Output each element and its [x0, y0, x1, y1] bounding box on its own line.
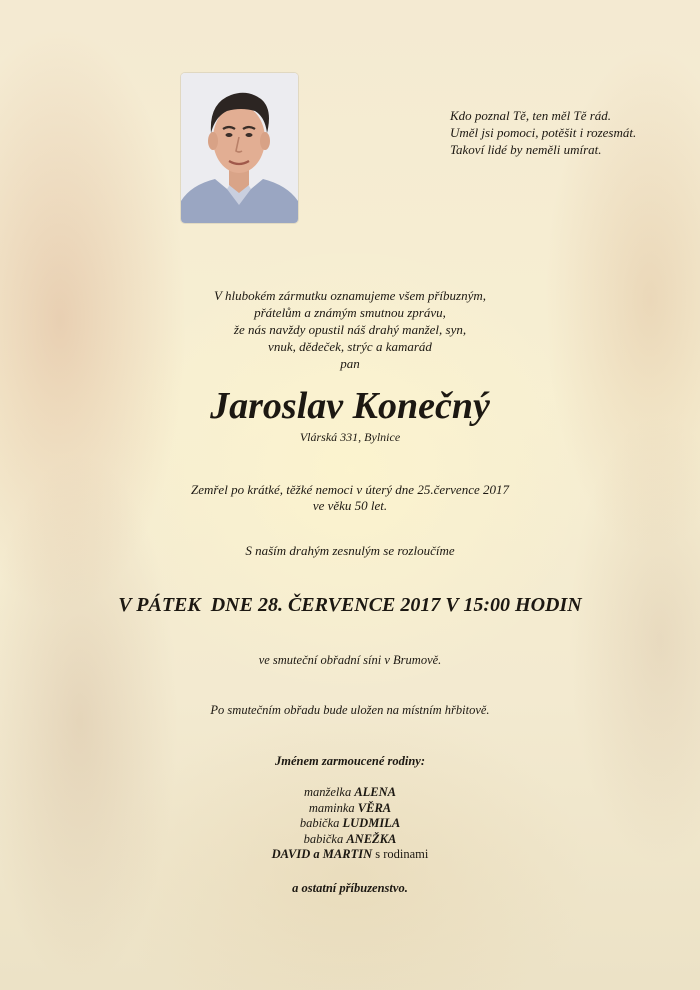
family-heading: Jménem zarmoucené rodiny: — [275, 754, 425, 768]
member-name: ANEŽKA — [346, 831, 397, 846]
family-member — [0, 785, 700, 801]
quote-line: Kdo poznal Tě, ten měl Tě rád. — [450, 108, 612, 123]
farewell-text: S naším drahým zesnulým se rozloučíme — [245, 543, 455, 558]
death-line: Zemřel po krátké, těžké nemoci v úterý dne 25.července 2017 — [190, 482, 509, 497]
portrait-photo — [181, 73, 298, 223]
intro-line: že nás navždy opustil náš drahý manžel, syn, — [233, 322, 467, 337]
family-member — [0, 801, 700, 817]
intro-line: vnuk, dědeček, strýc a kamarád — [268, 339, 432, 354]
quote-line: Takoví lidé by neměli umírat. — [450, 142, 602, 157]
deceased-name: Jaroslav Konečný — [210, 385, 490, 427]
burial-note: Po smutečním obřadu bude uložen na místním hřbitově. — [210, 703, 490, 717]
family-member — [0, 832, 700, 848]
death-notice — [0, 482, 700, 514]
closing-text: a ostatní příbuzenstvo. — [292, 881, 408, 895]
member-name: ALENA — [354, 785, 397, 799]
member-suffix: s rodinami — [375, 847, 429, 861]
announcement-intro — [0, 287, 700, 372]
death-line: ve věku 50 let. — [312, 498, 388, 513]
member-name: DAVID a MARTIN — [271, 847, 373, 861]
portrait-image — [181, 73, 298, 223]
member-relation: babička — [303, 831, 344, 846]
member-relation: manželka — [303, 785, 352, 799]
family-member — [0, 816, 700, 832]
member-relation: babička — [299, 816, 340, 830]
ceremony-place: ve smuteční obřadní síni v Brumově. — [258, 653, 442, 667]
member-name: VĚRA — [357, 800, 392, 815]
family-list — [0, 785, 700, 863]
intro-line: přátelům a známým smutnou zprávu, — [254, 305, 446, 320]
quote-line: Uměl jsi pomoci, potěšit i rozesmát. — [450, 125, 637, 140]
intro-line: V hlubokém zármutku oznamujeme všem příbuzným, — [214, 288, 486, 303]
ceremony-date: V PÁTEK DNE 28. ČERVENCE 2017 V 15:00 HODIN — [118, 594, 582, 616]
deceased-address: Vlárská 331, Bylnice — [299, 430, 401, 444]
member-relation: maminka — [308, 800, 355, 815]
member-name: LUDMILA — [342, 816, 401, 830]
intro-line: pan — [340, 356, 360, 371]
family-member — [0, 847, 700, 863]
memorial-quote — [450, 107, 680, 158]
